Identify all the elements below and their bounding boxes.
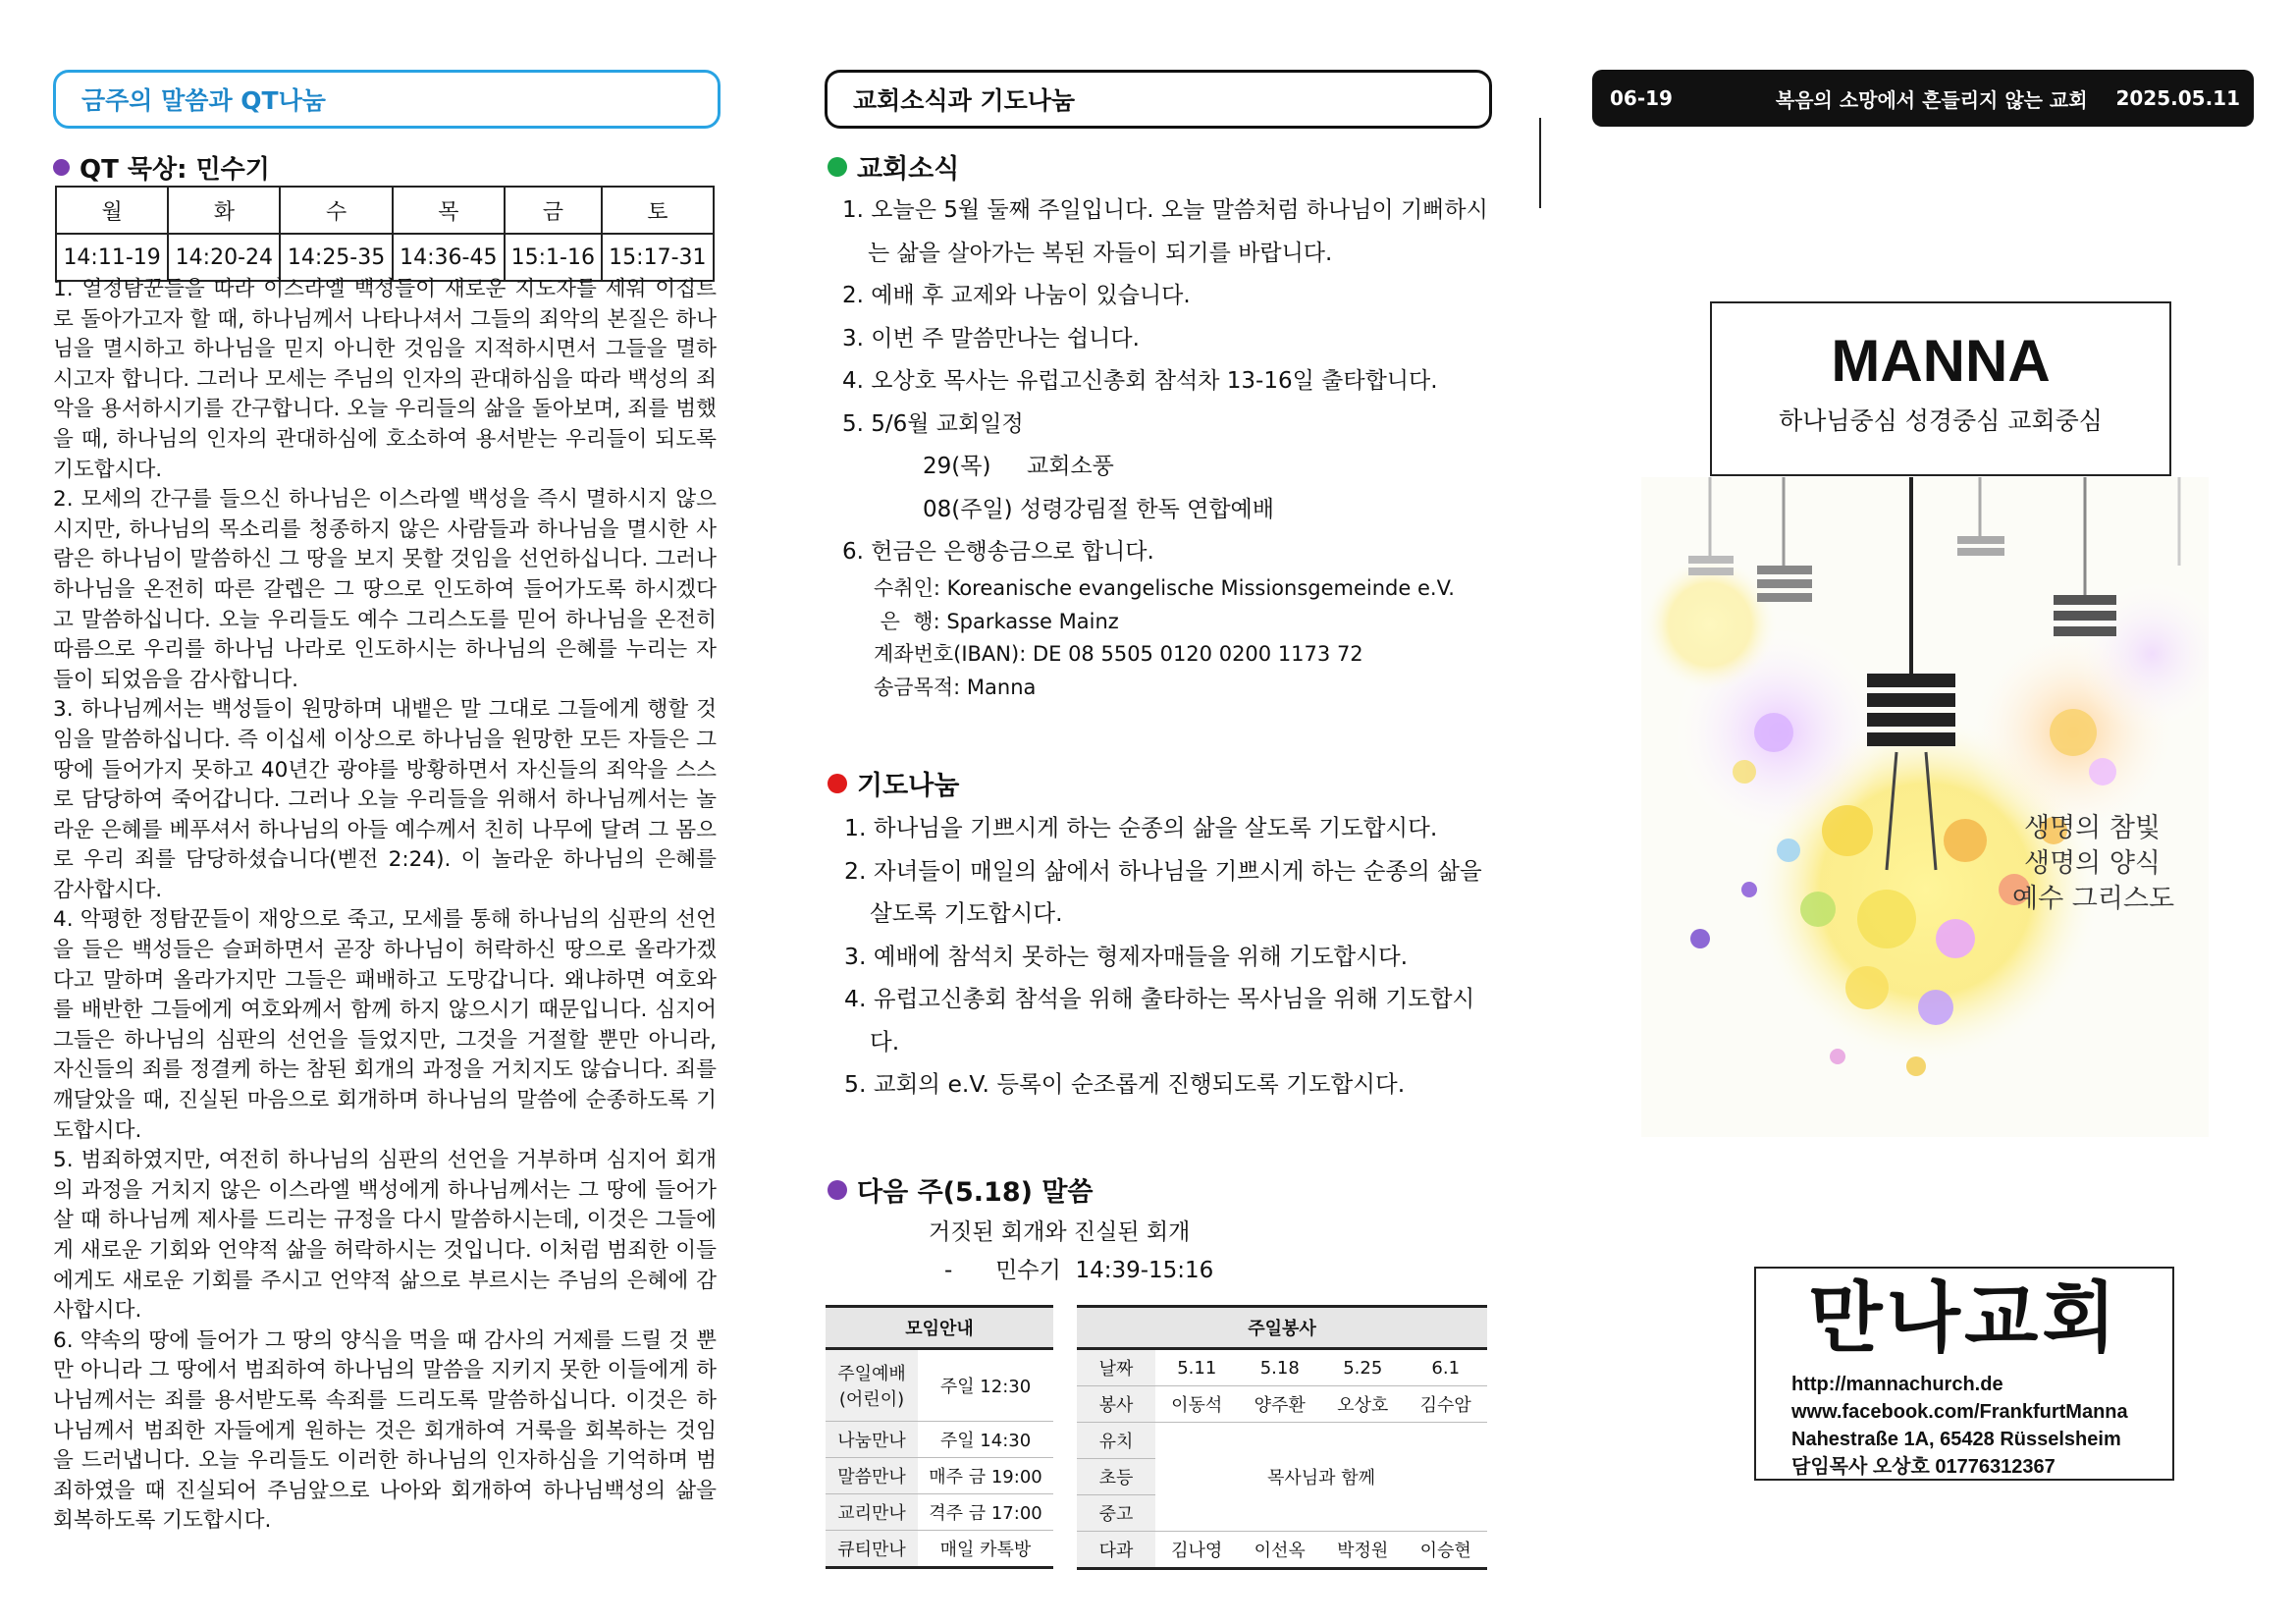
bank-line: 은 행: Sparkasse Mainz — [874, 609, 1119, 633]
image-caption-line: 예수 그리스도 — [2012, 884, 2175, 914]
service-label: 봉사 — [1077, 1386, 1155, 1423]
church-facebook-link[interactable]: www.facebook.com/FrankfurtManna — [1791, 1401, 2128, 1423]
qt-day: 화 — [168, 187, 280, 234]
bulletin-top-bar — [1592, 70, 2254, 127]
list-item: 4. 유럽고신총회 참석을 위해 출타하는 목사님을 위해 기도합시다. — [844, 985, 1475, 1056]
news-list — [830, 189, 1498, 574]
section-header-qt-label: 금주의 말씀과 QT나눔 — [81, 86, 326, 115]
purple-dot-icon — [828, 1180, 847, 1200]
prayer-title — [828, 764, 959, 802]
qt-ref: 14:11-19 — [56, 234, 168, 281]
list-item: 4. 오상호 목사는 유럽고신총회 참석차 13-16일 출타합니다. — [842, 368, 1438, 394]
qt-day: 수 — [280, 187, 392, 234]
prayer-title-text: 기도나눔 — [857, 771, 960, 801]
list-item: 2. 자녀들이 매일의 삶에서 하나님을 기쁘시게 하는 순종의 삶을 살도록 기도합시다. — [844, 856, 1482, 927]
service-person: 이선옥 — [1239, 1532, 1322, 1569]
service-date: 5.25 — [1321, 1349, 1405, 1386]
service-dept-value: 목사님과 함께 — [1155, 1423, 1487, 1532]
next-week-subject: 거짓된 회개와 진실된 회개 — [929, 1219, 1191, 1245]
qt-ref: 14:36-45 — [393, 234, 505, 281]
qt-ref: 15:1-16 — [505, 234, 602, 281]
list-item: 1. 오늘은 5월 둘째 주일입니다. 오늘 말씀처럼 하나님이 기뻐하시는 삶을 살아가는 복된 자들이 되기를 바랍니다. — [842, 197, 1488, 266]
issue-number: 06-19 — [1610, 86, 1673, 110]
service-label: 날짜 — [1077, 1349, 1155, 1386]
section-header-news — [825, 70, 1492, 129]
service-label: 초등 — [1077, 1459, 1155, 1495]
meeting-label: 큐티만나 — [826, 1531, 918, 1568]
service-person: 이동석 — [1155, 1386, 1239, 1423]
news-title — [828, 147, 959, 186]
church-info-box — [1754, 1267, 2174, 1481]
qt-day: 토 — [602, 187, 714, 234]
section-header-news-label: 교회소식과 기도나눔 — [853, 86, 1076, 115]
qt-schedule-table — [55, 186, 715, 282]
red-dot-icon — [828, 774, 847, 793]
church-slogan: 복음의 소망에서 흔들리지 않는 교회 — [1775, 87, 2088, 112]
church-name: 만나교회 — [1808, 1274, 2120, 1363]
service-table — [1077, 1305, 1487, 1570]
next-week-reference: - 민수기 14:39-15:16 — [944, 1258, 1214, 1283]
meeting-table-title: 모임안내 — [826, 1307, 1053, 1349]
service-label: 중고 — [1077, 1495, 1155, 1532]
meeting-label: 말씀만나 — [826, 1458, 918, 1494]
list-item: 5. 교회의 e.V. 등록이 순조롭게 진행되도록 기도합시다. — [844, 1070, 1406, 1098]
qt-title-text: QT 묵상: 민수기 — [80, 155, 270, 185]
section-header-qt — [53, 70, 721, 129]
list-item: 5. 5/6월 교회일정 — [842, 410, 1024, 437]
meeting-label: 주일예배 (어린이) — [826, 1349, 918, 1422]
list-item: 6. 헌금은 은행송금으로 합니다. — [842, 539, 1154, 565]
service-label: 유치 — [1077, 1423, 1155, 1459]
service-table-title: 주일봉사 — [1077, 1307, 1487, 1349]
schedule-item: 29(목) 교회소풍 — [923, 454, 1114, 479]
list-item: 2. 예배 후 교제와 나눔이 있습니다. — [842, 283, 1191, 308]
meeting-time: 주일 12:30 — [918, 1349, 1053, 1422]
manna-title: MANNA — [1831, 328, 2051, 394]
qt-ref: 14:20-24 — [168, 234, 280, 281]
service-date: 6.1 — [1405, 1349, 1488, 1386]
prayer-list — [830, 807, 1488, 1107]
service-person: 김나영 — [1155, 1532, 1239, 1569]
next-week-title-text: 다음 주(5.18) 말씀 — [857, 1177, 1094, 1208]
meeting-time: 격주 금 17:00 — [918, 1494, 1053, 1531]
meeting-time: 주일 14:30 — [918, 1422, 1053, 1458]
news-title-text: 교회소식 — [857, 154, 960, 185]
qt-ref: 15:17-31 — [602, 234, 714, 281]
qt-day: 월 — [56, 187, 168, 234]
service-person: 박정원 — [1321, 1532, 1405, 1569]
church-website-link[interactable]: http://mannachurch.de — [1791, 1374, 2003, 1395]
list-item: 3. 이번 주 말씀만나는 쉽니다. — [842, 325, 1140, 352]
manna-title-box — [1710, 301, 2171, 476]
bulletin-date: 2025.05.11 — [2115, 86, 2240, 110]
bank-info — [874, 572, 1512, 704]
qt-ref: 14:25-35 — [280, 234, 392, 281]
service-date: 5.11 — [1155, 1349, 1239, 1386]
qt-day: 금 — [505, 187, 602, 234]
lightbulb-illustration — [1641, 477, 2209, 1137]
green-dot-icon — [828, 157, 847, 177]
bank-line: 송금목적: Manna — [874, 675, 1037, 699]
image-caption-line: 생명의 참빛 — [2024, 813, 2161, 843]
meeting-table — [826, 1305, 1053, 1569]
service-label: 다과 — [1077, 1532, 1155, 1569]
service-date: 5.18 — [1239, 1349, 1322, 1386]
next-week-title — [828, 1170, 1094, 1209]
qt-meditation-text: 1. 열정탐꾼들을 따라 이스라엘 백성들이 새로운 지도자를 세워 이집트로 돌아가고자 할 때, 하나님께서 나타나셔서 그들의 죄악의 본질은 하나님을 멸시하고 하나님을 믿지 아니한 것임을 지적하시면서 그들을 멸하시고자 합니다. 그러나 모세는 주님의 인자의 관대하심을 따라 백성의 죄악을 용서하시기를 간구합니다. 오늘 우리들의 삶을 돌아보며, 죄를 범했을 때, 하나님의 인자의 관대하심에 호소하여 용서받는 우리들이 되도록 기도합시다. 2. 모세의 간구를 들으신 하나님은 이스라엘 백성을 즉시 멸하시지 않으시지만, 하나님의 목소리를 청종하지 않은 사람들과 하나님을 멸시한 사람은 하나님이 말씀하신 그 땅을 보지 못할 것임을 선언하십니다. 그러나 하나님을 온전히 따른 갈렙은 그 땅으로 인도하여 들어가도록 하시겠다고 말씀하십니다. 오늘 우리들도 예수 그리스도를 믿어 하나님을 온전히 따름으로 우리를 하나님 나라로 인도하시는 하나님의 은혜를 누리는 자들이 되었음을 감사합니다. 3. 하나님께서는 백성들이 원망하며 내뱉은 말 그대로 그들에게 행할 것임을 말씀하십니다. 즉 이십세 이상으로 하나님을 원망한 모든 자들은 그 땅에 들어가지 못하고 40년간 광야를 방황하면서 자신들의 죄악을 스스로 담당하여 죽어갑니다. 그러나 오늘 우리들을 위해서 하나님께서는 놀라운 은혜를 베푸셔서 하나님의 아들 예수께서 친히 나무에 달려 그 몸으로 우리 죄를 담당하셨습니다(벧전 2:24). 이 놀라운 하나님의 은혜를 감사합시다. 4. 악평한 정탐꾼들이 재앙으로 죽고, 모세를 통해 하나님의 심판의 선언을 들은 백성들은 슬퍼하면서 곧장 하나님이 허락하신 땅으로 올라가겠다고 말하며 올라가지만 그들은 패배하고 도망갑니다. 왜냐하면 여호와를 배반한 그들에게 여호와께서 함께 하지 않으시기 때문입니다. 심지어 그들은 하나님의 심판의 선언을 들었지만, 그것을 거절할 뿐만 아니라, 자신들의 죄를 정결케 하는 참된 회개의 과정을 거치지도 않습니다. 죄를 깨달았을 때, 진실된 마음으로 회개하며 하나님의 말씀에 순종하도록 기도합시다. 5. 범죄하였지만, 여전히 하나님의 심판의 선언을 거부하며 심지어 회개의 과정을 거치지 않은 이스라엘 백성에게 하나님께서는 그 땅에 들어가 살 때 하나님께 제사를 드리는 규정을 다시 말씀하시는데, 이것은 그들에게 새로운 기회와 언약적 삶을 허락하시는 것입니다. 이처럼 범죄한 이들에게도 새로운 기회를 주시고 언약적 삶으로 부르시는 주님의 은혜에 감사합시다. 6. 약속의 땅에 들어가 그 땅의 양식을 먹을 때 감사의 거제를 드릴 것 뿐만 아니라 그 땅에서 범죄하여 하나님의 말씀을 지키지 못한 이들에게 하나님께서는 죄를 용서받도록 속죄를 드리도록 말씀하십니다. 이것은 하나님께서 범죄한 자들에게 원하는 것은 회개하여 거룩을 회복하는 것임을 드러냅니다. 오늘 우리들도 이러한 하나님의 인자하심을 기억하며 범죄하였을 때 진실되어 주님앞으로 나아와 회개하여 하나님백성의 삶을 회복하도록 기도합시다. — [53, 277, 717, 1534]
list-item: 1. 하나님을 기쁘시게 하는 순종의 삶을 살도록 기도합시다. — [844, 814, 1438, 841]
church-pastor-contact: 담임목사 오상호 01776312367 — [1791, 1456, 2056, 1478]
meeting-time: 매일 카톡방 — [918, 1531, 1053, 1568]
meeting-time: 매주 금 19:00 — [918, 1458, 1053, 1494]
service-person: 김수암 — [1405, 1386, 1488, 1423]
schedule-item: 08(주일) 성령강림절 한독 연합예배 — [923, 496, 1274, 522]
purple-dot-icon — [53, 159, 70, 176]
image-caption-line: 생명의 양식 — [2024, 848, 2161, 879]
bank-line: 수취인: Koreanische evangelische Missionsgemeinde e.V. — [874, 576, 1455, 600]
manna-subtitle: 하나님중심 성경중심 교회중심 — [1779, 406, 2103, 435]
qt-day: 목 — [393, 187, 505, 234]
fold-divider — [1539, 118, 1541, 208]
qt-title — [53, 149, 270, 186]
meeting-label: 나눔만나 — [826, 1422, 918, 1458]
service-person: 오상호 — [1321, 1386, 1405, 1423]
church-address: Nahestraße 1A, 65428 Rüsselsheim — [1791, 1429, 2121, 1450]
list-item: 3. 예배에 참석치 못하는 형제자매들을 위해 기도합시다. — [844, 942, 1409, 970]
bank-line: 계좌번호(IBAN): DE 08 5505 0120 0200 1173 72 — [874, 642, 1363, 666]
meeting-label: 교리만나 — [826, 1494, 918, 1531]
service-person: 이승현 — [1405, 1532, 1488, 1569]
service-person: 양주환 — [1239, 1386, 1322, 1423]
